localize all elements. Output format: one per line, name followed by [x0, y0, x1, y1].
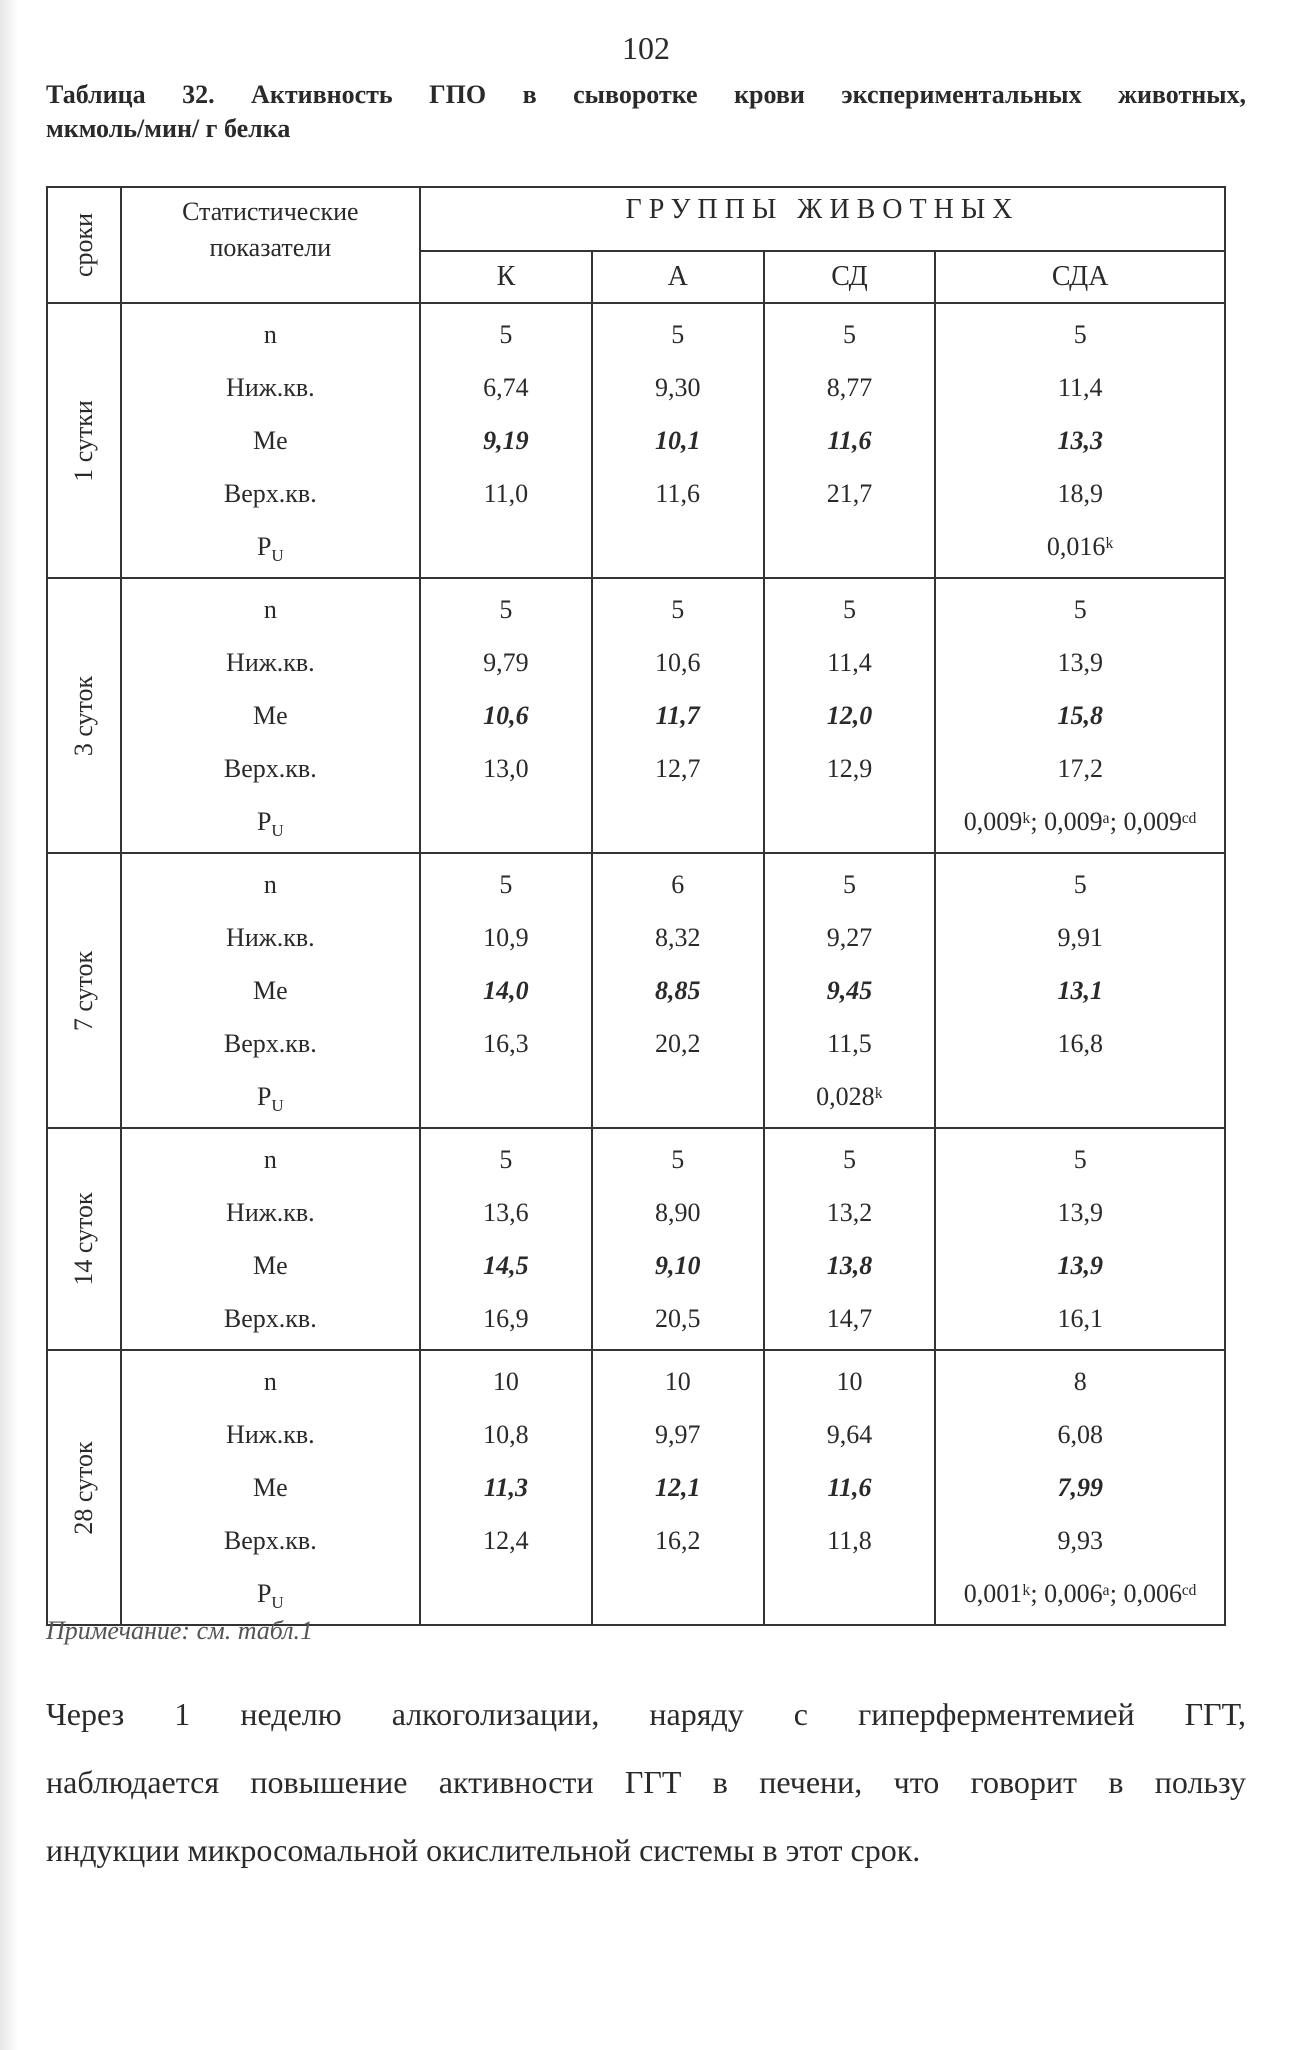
scan-edge-shadow: [0, 0, 18, 2050]
term-label: 28 суток: [68, 1440, 98, 1535]
median-value: 11,6: [827, 426, 872, 455]
groups-header: ГРУППЫ ЖИВОТНЫХ: [420, 187, 1225, 251]
value: 5: [499, 1145, 513, 1174]
value: 0,009ᵏ; 0,009ᵃ; 0,009ᶜᵈ: [963, 807, 1197, 836]
value: 5: [671, 1145, 685, 1174]
value: 5: [499, 595, 513, 624]
value: 8,90: [654, 1198, 701, 1227]
value: [765, 520, 935, 573]
value: 16,1: [1057, 1304, 1103, 1333]
value: 5: [499, 320, 513, 349]
value: 10: [664, 1367, 691, 1396]
value: 20,5: [654, 1304, 701, 1333]
value: 8: [1073, 1367, 1087, 1396]
stat-label: $P_U$: [256, 532, 284, 566]
paragraph-line: Через 1 неделю алкоголизации, наряду с гиперферментемией ГГТ,: [46, 1696, 1246, 1732]
value: 20,2: [654, 1029, 701, 1058]
value: 16,8: [1057, 1029, 1103, 1058]
value-cell: [935, 578, 1225, 853]
value-cell: [764, 303, 936, 578]
value: 13,6: [483, 1198, 529, 1227]
value: 16,9: [483, 1304, 529, 1333]
value-cell: [420, 1128, 592, 1350]
stat-label: $P_U$: [256, 1082, 284, 1116]
value: 10,9: [483, 923, 529, 952]
value-cell: [420, 1350, 592, 1625]
stat-label: n: [263, 320, 277, 349]
value: 8,32: [654, 923, 701, 952]
median-value: 8,85: [654, 976, 701, 1005]
stat-label: Me: [252, 1473, 288, 1502]
stat-label: Верх.кв.: [223, 1029, 317, 1058]
stat-label: Me: [252, 1251, 288, 1280]
gpo-activity-table: [46, 186, 1226, 1626]
value: 9,64: [826, 1420, 873, 1449]
stat-cell: [121, 303, 420, 578]
value: 13,9: [1057, 1198, 1103, 1227]
stat-label: Верх.кв.: [223, 1304, 317, 1333]
value-cell: [592, 578, 764, 853]
value: 11,4: [1057, 373, 1103, 402]
value: 14,7: [826, 1304, 873, 1333]
value: 5: [1073, 320, 1087, 349]
stat-label: Ниж.кв.: [226, 1420, 315, 1449]
value: 9,27: [826, 923, 873, 952]
stat-label: Ниж.кв.: [226, 373, 315, 402]
value: [421, 520, 591, 573]
median-value: 13,8: [826, 1251, 873, 1280]
value: 10: [836, 1367, 863, 1396]
value-cell: [935, 303, 1225, 578]
median-value: 15,8: [1057, 701, 1103, 730]
value-cell: [592, 1128, 764, 1350]
value: 11,5: [827, 1029, 872, 1058]
stat-cell: [121, 1128, 420, 1350]
value: 10: [492, 1367, 519, 1396]
value-cell: [420, 303, 592, 578]
value: 8,77: [826, 373, 873, 402]
value: 5: [1073, 1145, 1087, 1174]
stat-label: Верх.кв.: [223, 479, 317, 508]
value: 0,016ᵏ: [1046, 532, 1114, 561]
value: 17,2: [1057, 754, 1103, 783]
col-header-sd: СД: [764, 251, 936, 303]
value: 10,8: [483, 1420, 529, 1449]
median-value: 11,3: [483, 1473, 528, 1502]
caption-line-2: мкмоль/мин/ г белка: [46, 114, 291, 143]
value-cell: [592, 303, 764, 578]
value: 11,8: [827, 1526, 872, 1555]
value: 5: [1073, 870, 1087, 899]
stat-cell: [121, 578, 420, 853]
value: 12,4: [483, 1526, 529, 1555]
table-row: [47, 303, 1225, 578]
term-cell: [47, 578, 121, 853]
value: 12,7: [654, 754, 701, 783]
body-paragraph: [46, 1680, 1246, 1884]
value: 0,001ᵏ; 0,006ᵃ; 0,006ᶜᵈ: [963, 1579, 1197, 1608]
value: 18,9: [1057, 479, 1103, 508]
col-header-k: К: [420, 251, 592, 303]
value: 5: [842, 1145, 856, 1174]
value: 9,30: [654, 373, 701, 402]
term-cell: [47, 303, 121, 578]
value-cell: [420, 578, 592, 853]
value: [765, 795, 935, 848]
value: [936, 1070, 1224, 1123]
value: 21,7: [826, 479, 873, 508]
paragraph-line: индукции микросомальной окислительной системы в этот срок.: [46, 1832, 921, 1868]
value-cell: [420, 853, 592, 1128]
value: 11,4: [827, 648, 872, 677]
term-label: 1 сутки: [68, 399, 98, 482]
value-cell: [935, 1350, 1225, 1625]
median-value: 9,10: [654, 1251, 701, 1280]
stat-label: n: [263, 870, 277, 899]
stat-cell: [121, 853, 420, 1128]
value: 16,2: [654, 1526, 701, 1555]
stat-label: $P_U$: [256, 807, 284, 841]
median-value: 11,7: [655, 701, 700, 730]
value-cell: [935, 853, 1225, 1128]
stat-header: Статистические показатели: [121, 187, 420, 303]
median-value: 13,9: [1057, 1251, 1103, 1280]
value: [421, 795, 591, 848]
stat-label: Верх.кв.: [223, 1526, 317, 1555]
value: [421, 1070, 591, 1123]
value-cell: [764, 1350, 936, 1625]
value: 13,2: [826, 1198, 873, 1227]
stat-label: n: [263, 1367, 277, 1396]
caption-line-1: Таблица 32. Активность ГПО в сыворотке крови экспериментальных животных,: [46, 80, 1246, 109]
page-number: 102: [622, 30, 670, 66]
value: [593, 1070, 763, 1123]
paragraph-line: наблюдается повышение активности ГГТ в печени, что говорит в пользу: [46, 1764, 1246, 1800]
term-cell: [47, 853, 121, 1128]
table-row: [47, 853, 1225, 1128]
value: 5: [671, 320, 685, 349]
value: [765, 1567, 935, 1620]
value: [593, 1567, 763, 1620]
stat-label: Ниж.кв.: [226, 648, 315, 677]
value: [593, 520, 763, 573]
value: 9,93: [1057, 1526, 1103, 1555]
value: 0,028ᵏ: [816, 1082, 883, 1111]
value-cell: [935, 1128, 1225, 1350]
stat-label: Ниж.кв.: [226, 923, 315, 952]
stat-label: n: [263, 595, 277, 624]
table-row: [47, 578, 1225, 853]
value: 16,3: [483, 1029, 529, 1058]
value: 5: [842, 595, 856, 624]
value: 6,08: [1057, 1420, 1103, 1449]
value-cell: [592, 853, 764, 1128]
value-cell: [764, 1128, 936, 1350]
median-value: 10,6: [483, 701, 529, 730]
median-value: 12,0: [826, 701, 873, 730]
median-value: 14,0: [483, 976, 529, 1005]
value: 6,74: [483, 373, 529, 402]
value-cell: [592, 1350, 764, 1625]
value: [593, 795, 763, 848]
stat-label: Верх.кв.: [223, 754, 317, 783]
stat-label: Ниж.кв.: [226, 1198, 315, 1227]
median-value: 9,19: [483, 426, 529, 455]
value: 9,79: [483, 648, 529, 677]
median-value: 10,1: [654, 426, 701, 455]
stat-label: Me: [252, 976, 288, 1005]
stat-label: Me: [252, 701, 288, 730]
value: 11,6: [655, 479, 700, 508]
median-value: 12,1: [654, 1473, 701, 1502]
col-header-a: А: [592, 251, 764, 303]
value: 5: [499, 870, 513, 899]
median-value: 11,6: [827, 1473, 872, 1502]
median-value: 9,45: [826, 976, 873, 1005]
value: [421, 1567, 591, 1620]
value: 9,91: [1057, 923, 1103, 952]
stat-cell: [121, 1350, 420, 1625]
value-cell: [764, 853, 936, 1128]
value: 9,97: [654, 1420, 701, 1449]
value: 6: [671, 870, 685, 899]
term-cell: [47, 1128, 121, 1350]
value: 13,9: [1057, 648, 1103, 677]
term-label: 3 суток: [68, 675, 98, 756]
table-note: Примечание: см. табл.1: [46, 1616, 314, 1645]
table-caption: [46, 78, 1246, 146]
value: 13,0: [483, 754, 529, 783]
value: 5: [842, 320, 856, 349]
term-header: сроки: [47, 187, 121, 303]
table-row: [47, 1128, 1225, 1350]
term-label: 7 суток: [68, 950, 98, 1031]
value: 12,9: [826, 754, 873, 783]
value: 5: [671, 595, 685, 624]
term-cell: [47, 1350, 121, 1625]
median-value: 7,99: [1057, 1473, 1103, 1502]
value: 10,6: [654, 648, 701, 677]
value: 5: [842, 870, 856, 899]
stat-label: Me: [252, 426, 288, 455]
term-label: 14 суток: [68, 1192, 98, 1286]
value: 5: [1073, 595, 1087, 624]
stat-label: n: [263, 1145, 277, 1174]
col-header-sda: СДА: [935, 251, 1225, 303]
table-row: [47, 1350, 1225, 1625]
value-cell: [764, 578, 936, 853]
median-value: 14,5: [483, 1251, 529, 1280]
median-value: 13,1: [1057, 976, 1103, 1005]
stat-label: $P_U$: [256, 1579, 284, 1613]
value: 11,0: [483, 479, 529, 508]
median-value: 13,3: [1057, 426, 1103, 455]
